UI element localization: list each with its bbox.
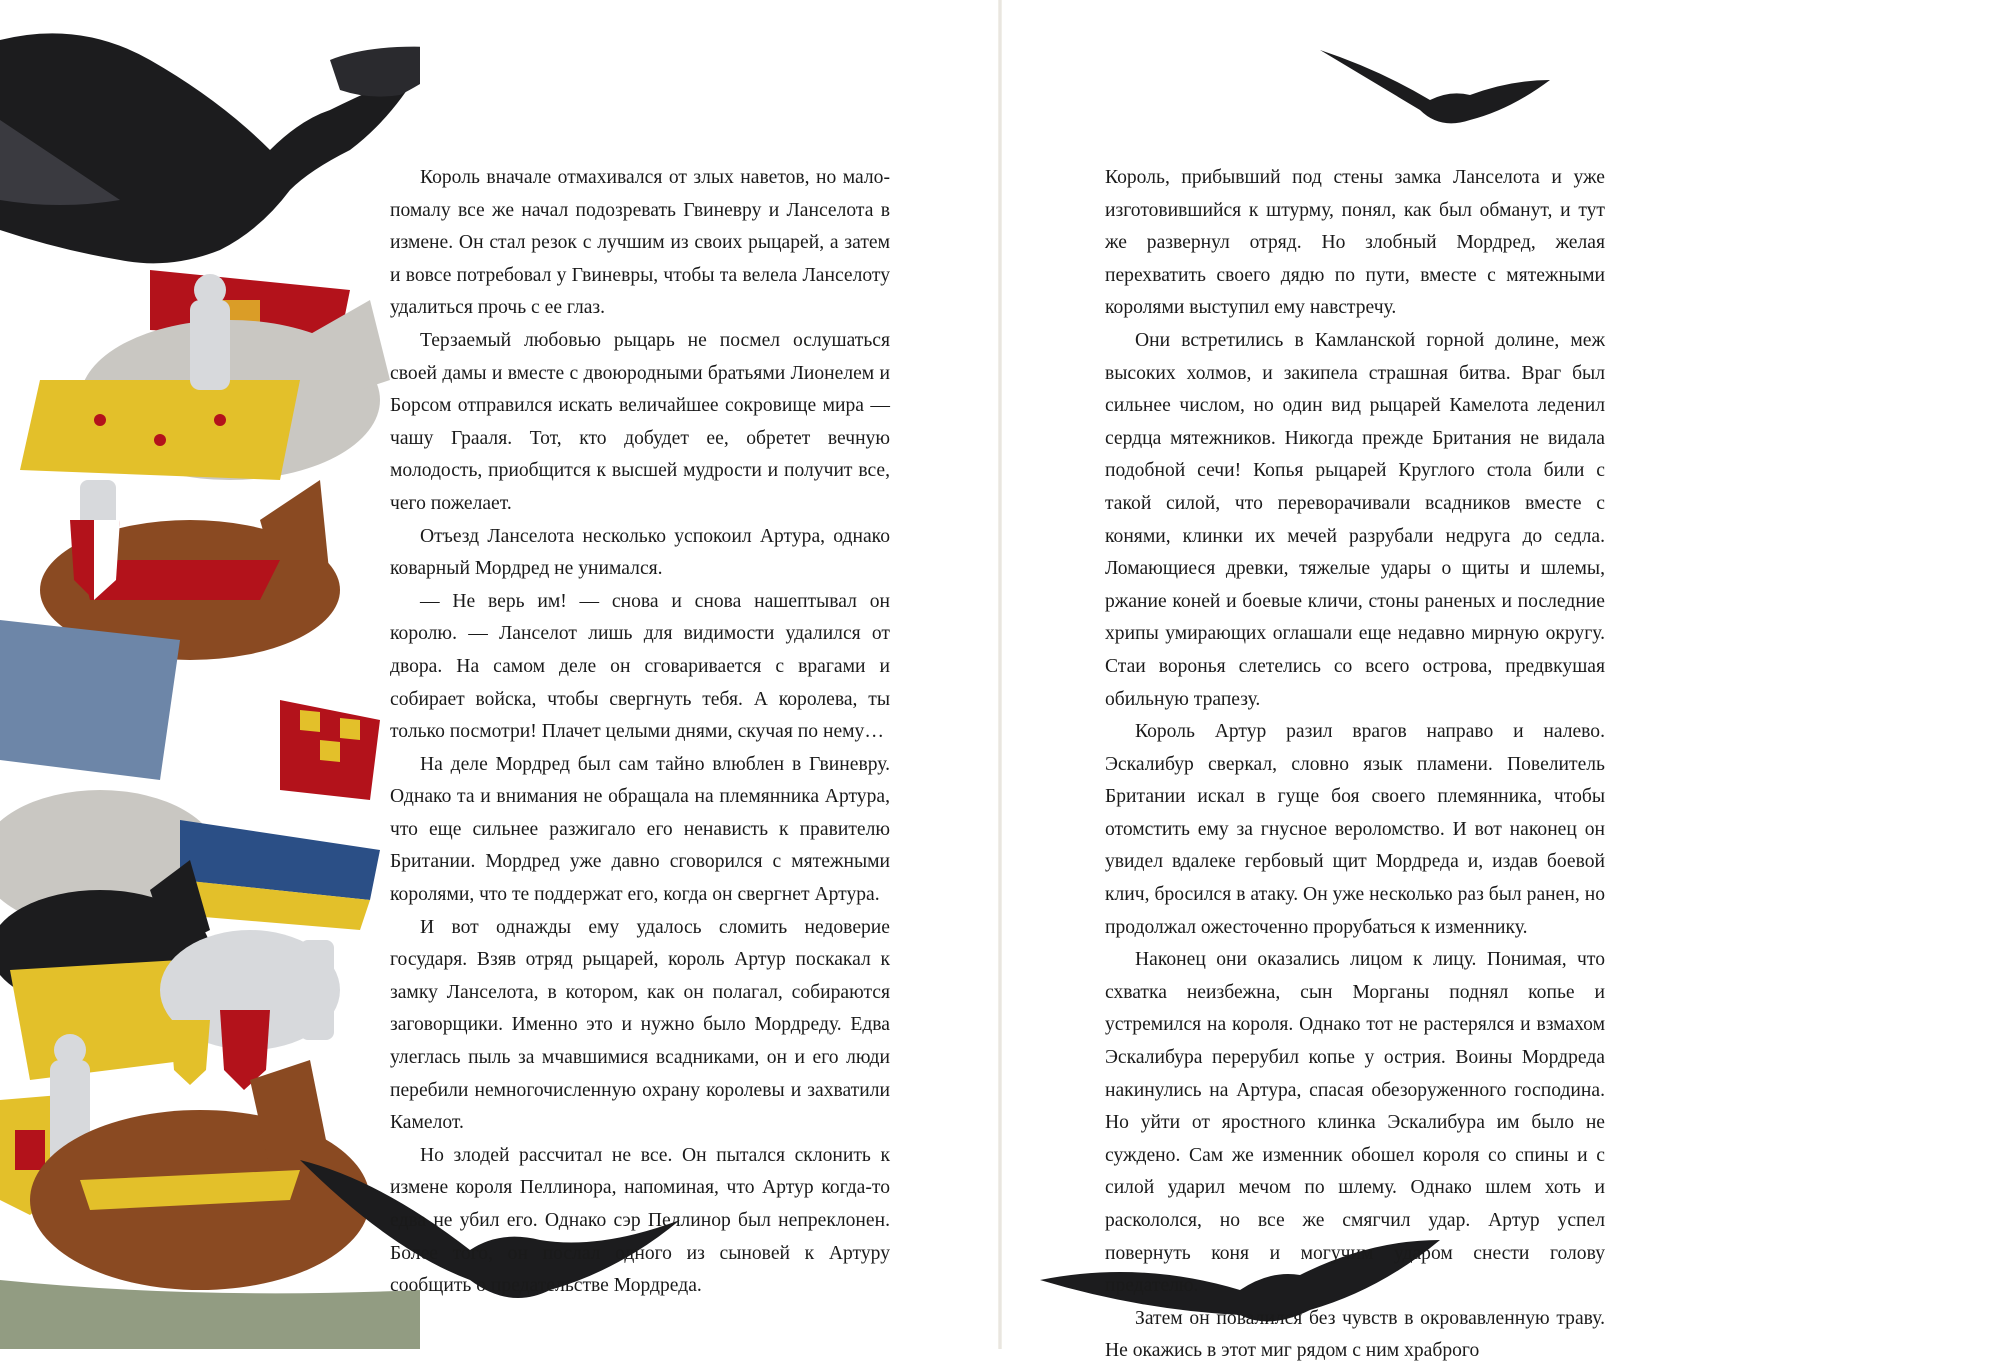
- paragraph: Король Артур разил врагов направо и налево. Эскалибур сверкал, словно язык пламени. Повелитель Британии искал в гуще боя своего племянника, чтобы отомстить ему за гнусное вероломство. И вот наконец он увидел вдалеке гербовый щит Мордреда и, издав боевой клич, бросился в атаку. Он уже несколько раз был ранен, но продолжал ожесточенно прорубаться к изменнику.: [1105, 721, 1605, 938]
- left-page: [0, 0, 1000, 1349]
- raven-flying-icon: [1320, 40, 1550, 130]
- paragraph: На деле Мордред был сам тайно влюблен в Гвиневру. Однако та и внимания не обращала на племянника Артура, что еще сильнее разжигало его ненависть к правителю Британии. Мордред уже давно сговорился с мятежными королями, что те поддержат его, когда он свергнет Артура.: [390, 753, 890, 906]
- paragraph: Король вначале отмахивался от злых наветов, но мало-помалу все же начал подозревать Гвиневру и Ланселота в измене. Он стал резок с лучшим из своих рыцарей, а затем и вовсе потребовал у Гвиневры, чтобы та велела Ланселоту удалиться прочь с ее глаз.: [390, 167, 890, 319]
- paragraph: Терзаемый любовью рыцарь не посмел ослушаться своей дамы и вместе с двоюродными братьями Лионелем и Борсом отправился искать величайшее сокровище мира — чашу Грааля. Тот, кто добудет ее, обретет вечную молодость, приобщится к высшей мудрости и получит все, чего пожелает.: [390, 329, 890, 514]
- paragraph: Король, прибывший под стены замка Ланселота и уже изготовившийся к штурму, понял, как был обманут, и тут же развернул отряд. Но злобный Мордред, желая перехватить своего дядю по пути, вместе с мятежными королями выступил ему навстречу.: [1105, 167, 1605, 319]
- paragraph: Но злодей рассчитал не все. Он пытался склонить к измене короля Пеллинора, напоминая, что Артур когда-то едва не убил его. Однако сэр Пеллинор был непреклонен. Более того, он послал одного из сыновей к Артуру сообщить о предательстве Мордреда.: [390, 1144, 890, 1297]
- paragraph: Они встретились в Камланской горной долине, меж высоких холмов, и закипела страшная битва. Враг был сильнее числом, но один вид рыцарей Камелота леденил сердца мятежников. Никогда прежде Британия не видала подобной сечи! Копья рыцарей Круглого стола били с такой силой, что переворачивали всадников вместе с конями, клинки их мечей разрубали недруга до седла. Ломающиеся древки, тяжелые удары о щиты и шлемы, ржание коней и боевые кличи, стоны раненых и последние хрипы умирающих оглашали еще недавно мирную округу. Стаи воронья слетелись со всего острова, предвкушая обильную трапезу.: [1105, 329, 1605, 710]
- raven-illustration: [0, 33, 420, 263]
- right-page-text: [1105, 162, 1605, 1368]
- paragraph: И вот однажды ему удалось сломить недоверие государя. Взяв отряд рыцарей, король Артур поскакал к замку Ланселота, в котором, как он полагал, собираются заговорщики. Именно это и нужно было Мордреду. Едва улеглась пыль за мчавшимися всадниками, он и его люди перебили немногочисленную охрану королевы и захватили Камелот.: [390, 916, 890, 1134]
- right-page: [1000, 0, 2000, 1362]
- paragraph: — Не верь им! — снова и снова нашептывал он королю. — Ланселот лишь для видимости удалился от двора. На самом деле он сговаривается с врагами и собирает войска, чтобы свергнуть тебя. А королева, ты только посмотри! Плачет целыми днями, скучая по нему…: [390, 590, 890, 743]
- left-page-text: [390, 162, 890, 1303]
- paragraph: Отъезд Ланселота несколько успокоил Артура, однако коварный Мордред не унимался.: [390, 525, 890, 580]
- paragraph: Затем он повалился без чувств в окровавленную траву. Не окажись в этот миг рядом с ним храброго: [1105, 1307, 1605, 1362]
- paragraph: Наконец они оказались лицом к лицу. Понимая, что схватка неизбежна, сын Морганы поднял копье и устремился на короля. Однако тот не растерялся и взмахом Эскалибура перерубил копье у острия. Воины Мордреда накинулись на Артура, спасая обезоруженного господина. Но уйти от яростного клинка Эскалибура им было не суждено. Сам же изменник обошел короля со спины и с силой ударил мечом по шлему. Однако шлем хоть и раскололся, но все же смягчил удар. Артур успел повернуть коня и могучим ударом снести голову предателю.: [1105, 949, 1605, 1297]
